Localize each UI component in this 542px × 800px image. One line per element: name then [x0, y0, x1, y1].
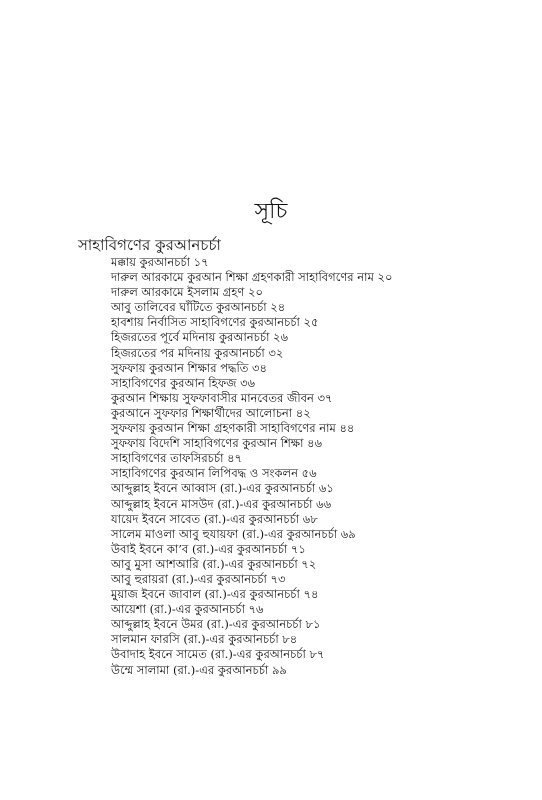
toc-entry[interactable]: কুরআন শিক্ষায় সুফফাবাসীর মানবেতর জীবন ৩৭	[111, 390, 333, 405]
toc-entry[interactable]: আবু তালিবের ঘাঁটিতে কুরআনচর্চা ২৪	[111, 300, 286, 315]
toc-entry[interactable]: সাহাবিগণের তাফসিরচর্চা ৪৭	[111, 451, 243, 466]
toc-entry[interactable]: আবু হুরায়রা (রা.)-এর কুরআনচর্চা ৭৩	[111, 571, 286, 586]
toc-entry[interactable]: হাবশায় নির্বাসিত সাহাবিগণের কুরআনচর্চা ২৫	[111, 315, 319, 330]
toc-entry[interactable]: সালমান ফারসি (রা.)-এর কুরআনচর্চা ৮৪	[111, 632, 298, 647]
toc-entry[interactable]: দারুল আরকামে ইসলাম গ্রহণ ২০	[111, 285, 263, 300]
toc-entry[interactable]: আয়েশা (রা.)-এর কুরআনচর্চা ৭৬	[111, 602, 264, 617]
toc-entry[interactable]: সাহাবিগণের কুরআন লিপিবদ্ধ ও সংকলন ৫৬	[111, 466, 317, 481]
toc-entry[interactable]: সালেম মাওলা আবু হুযায়ফা (রা.)-এর কুরআনচর্চা ৬৯	[111, 526, 356, 541]
toc-entry[interactable]: সুফফায় বিদেশি সাহাবিগণের কুরআন শিক্ষা ৪৬	[111, 436, 323, 451]
toc-entry[interactable]: দারুল আরকামে কুরআন শিক্ষা গ্রহণকারী সাহাবিগণের নাম ২০	[111, 270, 393, 285]
toc-entry[interactable]: সাহাবিগণের কুরআন হিফজ ৩৬	[111, 375, 256, 390]
section-heading: সাহাবিগণের কুরআনচর্চা	[78, 236, 221, 254]
toc-entry[interactable]: কুরআনে সুফফার শিক্ষার্থীদের আলোচনা ৪২	[111, 405, 311, 420]
toc-entry[interactable]: মক্কায় কুরআনচর্চা ১৭	[111, 255, 209, 269]
toc-entry[interactable]: আবু মুসা আশআরি (রা.)-এর কুরআনচর্চা ৭২	[111, 556, 317, 571]
page-title: সূচি	[254, 199, 288, 224]
toc-entry[interactable]: যায়েদ ইবনে সাবেত (রা.)-এর কুরআনচর্চা ৬৮	[111, 511, 318, 526]
toc-entry[interactable]: উবাদাহ ইবনে সামেত (রা.)-এর কুরআনচর্চা ৮৭	[111, 647, 325, 662]
toc-entry[interactable]: হিজরতের পর মদিনায় কুরআনচর্চা ৩২	[111, 345, 284, 360]
toc-entry[interactable]: সুফফায় কুরআন শিক্ষার পদ্ধতি ৩৪	[111, 360, 267, 375]
toc-entry[interactable]: সুফফায় কুরআন শিক্ষা গ্রহণকারী সাহাবিগণের নাম ৪৪	[111, 421, 355, 436]
toc-entry[interactable]: আব্দুল্লাহ ইবনে আব্বাস (রা.)-এর কুরআনচর্চা ৬১	[111, 481, 334, 496]
toc-entry[interactable]: আব্দুল্লাহ ইবনে উমর (রা.)-এর কুরআনচর্চা ৮১	[111, 617, 321, 632]
toc-entry[interactable]: মুয়াজ ইবনে জাবাল (রা.)-এর কুরআনচর্চা ৭৪	[111, 587, 319, 602]
toc-entry[interactable]: হিজরতের পূর্বে মদিনায় কুরআনচর্চা ২৬	[111, 330, 289, 345]
toc-list	[111, 255, 392, 678]
toc-entry[interactable]: আব্দুল্লাহ ইবনে মাসউদ (রা.)-এর কুরআনচর্চা ৬৬	[111, 496, 332, 511]
toc-entry[interactable]: উবাই ইবনে কা’ব (রা.)-এর কুরআনচর্চা ৭১	[111, 541, 306, 556]
toc-entry[interactable]: উম্মে সালামা (রা.)-এর কুরআনচর্চা ৯৯	[111, 662, 287, 677]
